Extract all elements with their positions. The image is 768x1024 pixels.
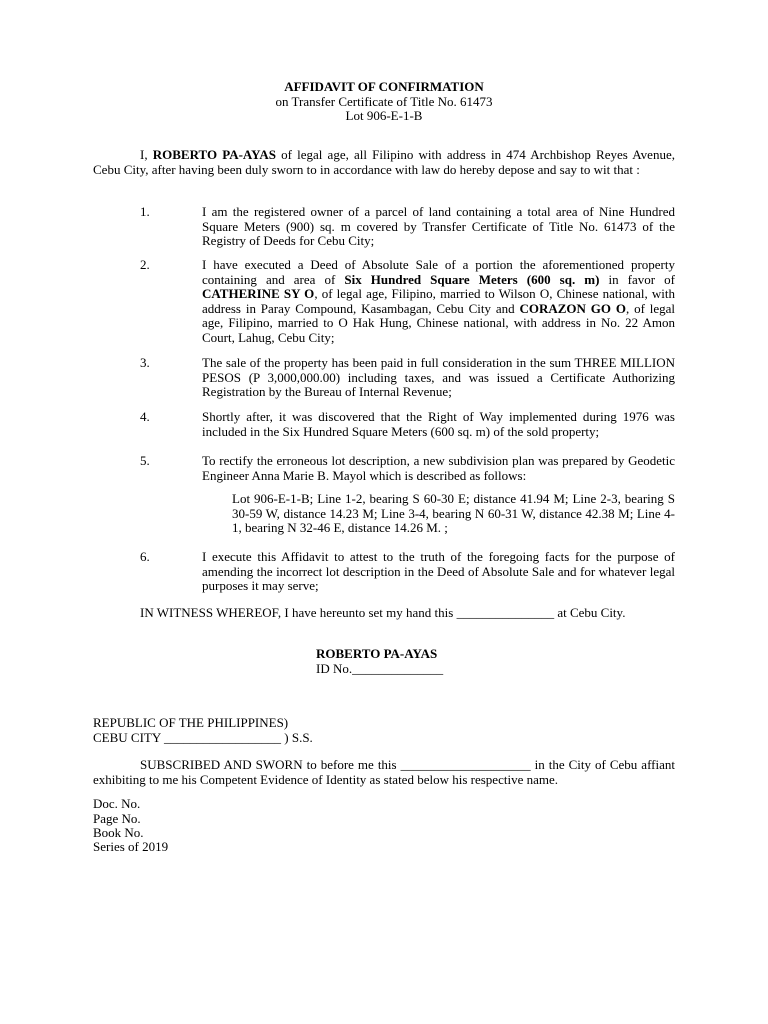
item-number: 3. (140, 355, 150, 370)
item-number: 6. (140, 549, 150, 564)
item-text: The sale of the property has been paid in full consideration in the sum THREE MILLION PESOS (P 3,000,000.00) including taxes, and was issued a Certificate Authorizing Registration by the Bureau of Internal Revenue; (202, 355, 675, 400)
lot-number: Lot 906-E-1-B (345, 108, 423, 124)
item-number: 4. (140, 409, 150, 424)
signatory-name: ROBERTO PA-AYAS (316, 646, 438, 661)
buyer-name-1: CATHERINE SY O (202, 286, 315, 302)
series-year: Series of 2019 (93, 839, 169, 854)
item-text: To rectify the erroneous lot description, a new subdivision plan was prepared by Geodetic Engineer Anna Marie B. Mayol which is described as follows: (202, 453, 675, 483)
item-text: Shortly after, it was discovered that the Right of Way implemented during 1976 was included in the Six Hundred Square Meters (600 sq. m) of the sold property; (202, 409, 675, 439)
book-number: Book No. (93, 825, 144, 840)
buyer-name-2: CORAZON GO O (519, 300, 626, 316)
venue-country: REPUBLIC OF THE PHILIPPINES) (93, 715, 289, 730)
item-number: 5. (140, 453, 150, 468)
venue-city: CEBU CITY __________________ ) S.S. (93, 730, 313, 745)
document-title: AFFIDAVIT OF CONFIRMATION (284, 79, 484, 94)
witness-clause: IN WITNESS WHEREOF, I have hereunto set my hand this _______________ at Cebu City. (140, 605, 626, 620)
item-text: I am the registered owner of a parcel of land containing a total area of Nine Hundred Square Meters (900) sq. m covered by Transfer Certificate of Title No. 61473 of the Registry of Deeds for Cebu City; (202, 204, 675, 249)
item-text (202, 258, 675, 346)
lot-description: Lot 906-E-1-B; Line 1-2, bearing S 60-30 E; distance 41.94 M; Line 2-3, bearing S 30-59 W, distance 14.23 M; Line 3-4, bearing N 60-31 W, distance 42.38 M; Line 4-1, bearing N 32-46 E, distance 14.26 M. ; (232, 491, 675, 536)
intro-paragraph (93, 148, 675, 177)
page-number: Page No. (93, 811, 141, 826)
item-2-part-2: in favor of (599, 271, 675, 287)
item-text: I execute this Affidavit to attest to the truth of the foregoing facts for the purpose of amending the incorrect lot description in the Deed of Absolute Sale and for whatever legal purposes it may serve; (202, 549, 675, 594)
intro-prefix: I, (140, 147, 153, 162)
item-2-part-4: , of legal age, Filipino, married to O Hak Hung, Chinese national, with address in No. 22 Amon Court, Lahug, Cebu City; (202, 300, 675, 345)
jurat-paragraph: SUBSCRIBED AND SWORN to before me this ____________________ in the City of Cebu affiant exhibiting to me his Competent Evidence of Identity as stated below his respective name. (93, 757, 675, 787)
sold-area: Six Hundred Square Meters (600 sq. m) (344, 271, 600, 287)
signatory-id: ID No.______________ (316, 661, 444, 676)
item-number: 2. (140, 257, 150, 272)
affiant-name: ROBERTO PA-AYAS (152, 147, 276, 162)
doc-number: Doc. No. (93, 796, 141, 811)
item-number: 1. (140, 204, 150, 219)
item-2-part-1: I have executed a Deed of Absolute Sale of a portion the aforementioned property containing and area of (202, 257, 675, 287)
item-2-part-3: , of legal age, Filipino, married to Wilson O, Chinese national, with address in Paray Compound, Kasambagan, Cebu City and (202, 286, 675, 316)
document-subtitle: on Transfer Certificate of Title No. 61473 (275, 93, 493, 109)
document-header (0, 80, 768, 124)
intro-text: of legal age, all Filipino with address in 474 Archbishop Reyes Avenue, Cebu City, after having been duly sworn to in accordance with law do hereby depose and say to wit that : (93, 147, 675, 177)
